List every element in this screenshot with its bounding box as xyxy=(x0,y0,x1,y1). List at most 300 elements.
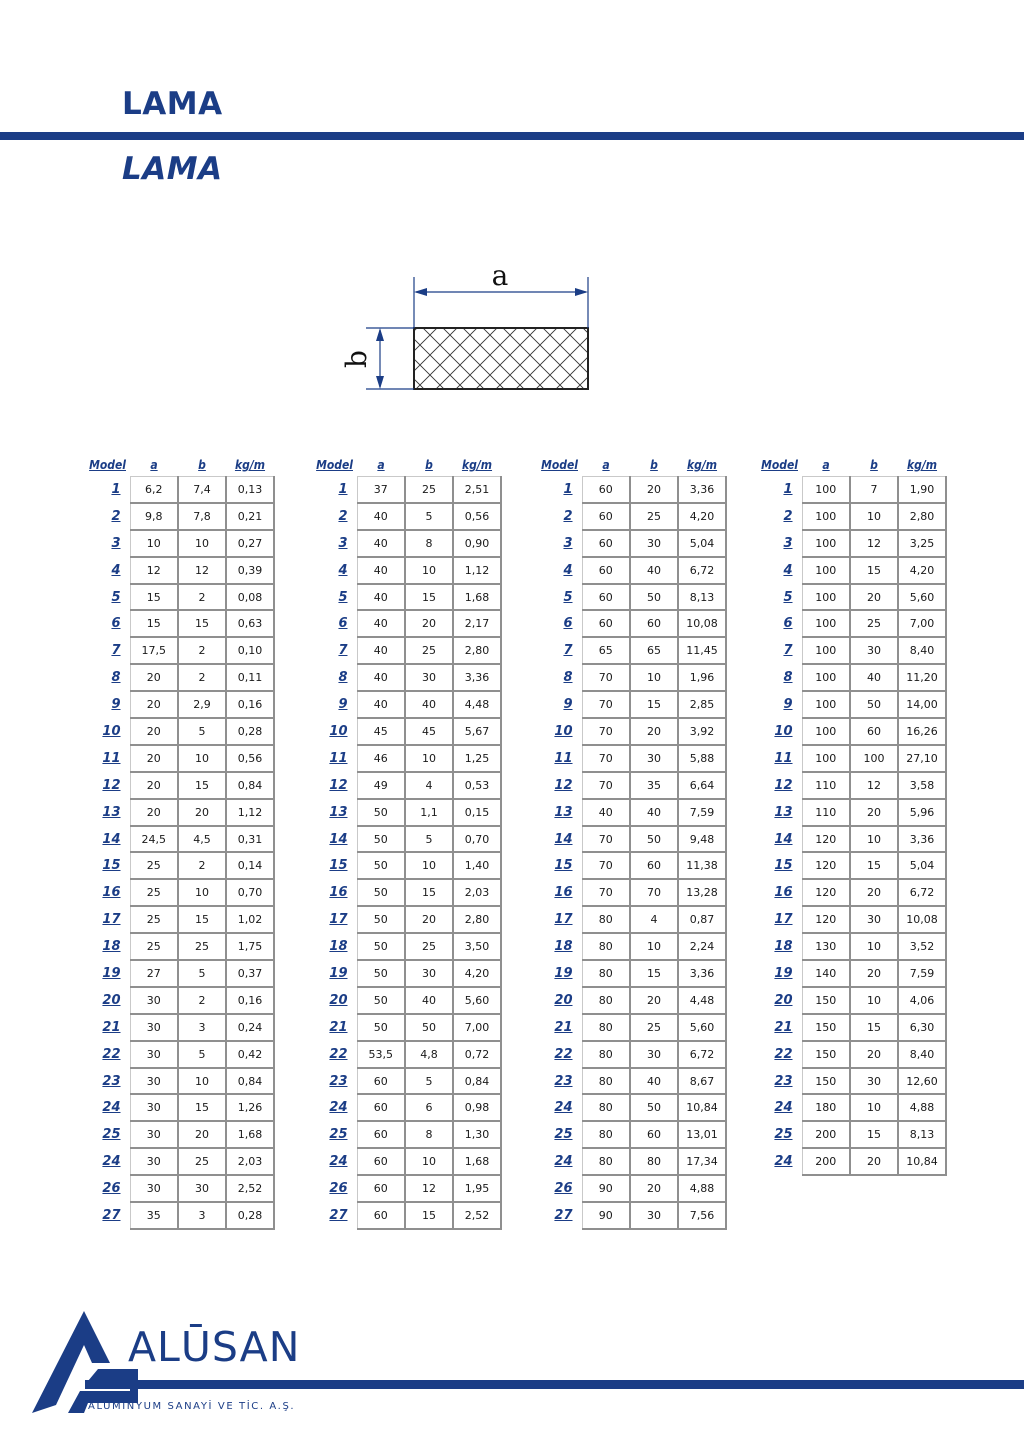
table-row xyxy=(540,1041,726,1068)
value-a: 15 xyxy=(130,584,178,611)
value-kg-per-m: 1,68 xyxy=(453,1148,501,1175)
model-number: 10 xyxy=(774,723,793,739)
model-number: 7 xyxy=(338,643,348,659)
value-kg-per-m: 7,59 xyxy=(898,960,946,987)
value-a: 200 xyxy=(802,1121,850,1148)
model-number: 23 xyxy=(554,1073,573,1089)
model-number: 21 xyxy=(554,1019,573,1035)
table-row xyxy=(315,772,501,799)
model-number: 17 xyxy=(329,912,348,928)
model-number: 17 xyxy=(774,912,793,928)
table-row xyxy=(88,1175,274,1202)
model-number: 1 xyxy=(111,482,121,498)
value-b: 10 xyxy=(630,933,678,960)
table-row xyxy=(315,637,501,664)
value-kg-per-m: 10,84 xyxy=(898,1148,946,1175)
model-number: 5 xyxy=(783,589,793,605)
value-kg-per-m: 10,84 xyxy=(678,1094,726,1121)
company-name: ALÜMİNYUM SANAYİ VE TİC. A.Ş. xyxy=(88,1401,296,1412)
value-b: 10 xyxy=(405,745,453,772)
value-a: 120 xyxy=(802,826,850,853)
value-a: 20 xyxy=(130,799,178,826)
model-number: 24 xyxy=(329,1100,348,1116)
table-row xyxy=(760,530,946,557)
column-header-model: Model xyxy=(761,458,798,473)
value-kg-per-m: 0,27 xyxy=(226,530,274,557)
model-number: 12 xyxy=(329,777,348,793)
model-number: 11 xyxy=(329,750,348,766)
table-row xyxy=(540,772,726,799)
value-b: 25 xyxy=(178,1148,226,1175)
value-kg-per-m: 1,26 xyxy=(226,1094,274,1121)
model-number: 24 xyxy=(554,1100,573,1116)
model-number: 3 xyxy=(563,535,573,551)
value-kg-per-m: 0,84 xyxy=(226,1068,274,1095)
value-b: 15 xyxy=(850,557,898,584)
value-b: 50 xyxy=(630,826,678,853)
value-a: 50 xyxy=(357,933,405,960)
value-a: 80 xyxy=(582,906,630,933)
table-row xyxy=(88,1148,274,1175)
value-b: 5 xyxy=(405,1068,453,1095)
value-kg-per-m: 17,34 xyxy=(678,1148,726,1175)
value-kg-per-m: 1,96 xyxy=(678,664,726,691)
value-b: 10 xyxy=(630,664,678,691)
table-row xyxy=(760,1014,946,1041)
value-b: 5 xyxy=(405,826,453,853)
value-b: 20 xyxy=(178,1121,226,1148)
model-number: 4 xyxy=(783,562,793,578)
table-row xyxy=(540,664,726,691)
value-kg-per-m: 1,68 xyxy=(453,584,501,611)
value-kg-per-m: 1,95 xyxy=(453,1175,501,1202)
value-kg-per-m: 27,10 xyxy=(898,745,946,772)
value-a: 50 xyxy=(357,879,405,906)
value-kg-per-m: 0,16 xyxy=(226,987,274,1014)
value-a: 30 xyxy=(130,1068,178,1095)
value-a: 70 xyxy=(582,772,630,799)
column-header-model: Model xyxy=(541,458,578,473)
table-row xyxy=(760,664,946,691)
table-row xyxy=(315,1175,501,1202)
dimension-table-3 xyxy=(540,454,727,1230)
value-a: 80 xyxy=(582,987,630,1014)
table-row xyxy=(760,772,946,799)
value-kg-per-m: 4,48 xyxy=(678,987,726,1014)
value-kg-per-m: 4,20 xyxy=(678,503,726,530)
model-number: 14 xyxy=(554,831,573,847)
value-a: 100 xyxy=(802,718,850,745)
value-b: 20 xyxy=(405,610,453,637)
value-a: 30 xyxy=(130,1094,178,1121)
value-kg-per-m: 0,08 xyxy=(226,584,274,611)
value-b: 30 xyxy=(850,906,898,933)
value-b: 2 xyxy=(178,584,226,611)
value-a: 100 xyxy=(802,584,850,611)
table-row xyxy=(315,530,501,557)
value-a: 60 xyxy=(582,503,630,530)
model-number: 12 xyxy=(554,777,573,793)
table-row xyxy=(88,637,274,664)
model-number: 24 xyxy=(774,1154,793,1170)
column-header-model: Model xyxy=(316,458,353,473)
value-kg-per-m: 0,56 xyxy=(453,503,501,530)
value-b: 30 xyxy=(630,1202,678,1229)
value-a: 200 xyxy=(802,1148,850,1175)
model-number: 3 xyxy=(338,535,348,551)
value-b: 15 xyxy=(405,584,453,611)
model-number: 5 xyxy=(338,589,348,605)
value-kg-per-m: 0,11 xyxy=(226,664,274,691)
value-kg-per-m: 0,24 xyxy=(226,1014,274,1041)
table-row xyxy=(540,610,726,637)
table-row xyxy=(540,826,726,853)
table-row xyxy=(540,584,726,611)
value-a: 30 xyxy=(130,987,178,1014)
model-number: 16 xyxy=(774,885,793,901)
value-a: 100 xyxy=(802,637,850,664)
value-b: 10 xyxy=(178,879,226,906)
table-row xyxy=(760,960,946,987)
value-b: 8 xyxy=(405,530,453,557)
value-kg-per-m: 3,36 xyxy=(898,826,946,853)
table-row xyxy=(315,1148,501,1175)
table-row xyxy=(315,826,501,853)
value-b: 5 xyxy=(178,1041,226,1068)
value-a: 60 xyxy=(582,610,630,637)
model-number: 23 xyxy=(102,1073,121,1089)
value-kg-per-m: 1,02 xyxy=(226,906,274,933)
value-b: 60 xyxy=(850,718,898,745)
header-divider-bar xyxy=(0,132,1024,140)
page-subtitle: LAMA xyxy=(122,151,223,187)
model-number: 24 xyxy=(329,1154,348,1170)
value-kg-per-m: 0,72 xyxy=(453,1041,501,1068)
value-a: 60 xyxy=(357,1175,405,1202)
value-b: 12 xyxy=(178,557,226,584)
table-row xyxy=(315,664,501,691)
table-row xyxy=(88,987,274,1014)
value-b: 30 xyxy=(630,745,678,772)
value-kg-per-m: 3,92 xyxy=(678,718,726,745)
value-kg-per-m: 2,17 xyxy=(453,610,501,637)
model-number: 13 xyxy=(554,804,573,820)
value-kg-per-m: 6,30 xyxy=(898,1014,946,1041)
table-row xyxy=(540,557,726,584)
table-row xyxy=(88,1202,274,1229)
value-b: 70 xyxy=(630,879,678,906)
table-row xyxy=(88,1068,274,1095)
value-kg-per-m: 2,80 xyxy=(898,503,946,530)
table-row xyxy=(760,477,946,503)
model-number: 4 xyxy=(563,562,573,578)
column-header-a: a xyxy=(150,458,158,472)
value-a: 60 xyxy=(357,1094,405,1121)
table-row xyxy=(540,960,726,987)
model-number: 24 xyxy=(102,1100,121,1116)
table-row xyxy=(315,852,501,879)
table-row xyxy=(315,477,501,503)
model-number: 15 xyxy=(554,858,573,874)
value-a: 50 xyxy=(357,960,405,987)
table-row xyxy=(760,584,946,611)
value-b: 10 xyxy=(850,826,898,853)
model-number: 11 xyxy=(774,750,793,766)
value-a: 70 xyxy=(582,852,630,879)
model-number: 3 xyxy=(111,535,121,551)
table-row xyxy=(315,557,501,584)
value-a: 100 xyxy=(802,503,850,530)
value-a: 140 xyxy=(802,960,850,987)
table-row xyxy=(760,1148,946,1175)
table-row xyxy=(760,987,946,1014)
model-number: 24 xyxy=(554,1154,573,1170)
value-b: 2 xyxy=(178,664,226,691)
table-row xyxy=(540,1202,726,1229)
value-a: 37 xyxy=(357,477,405,503)
table-row xyxy=(88,1121,274,1148)
value-kg-per-m: 2,80 xyxy=(453,637,501,664)
table-row xyxy=(88,826,274,853)
value-b: 5 xyxy=(178,960,226,987)
column-header-b: b xyxy=(425,458,433,472)
table-row xyxy=(315,879,501,906)
value-a: 60 xyxy=(357,1121,405,1148)
value-a: 30 xyxy=(130,1121,178,1148)
table-row xyxy=(540,1175,726,1202)
value-kg-per-m: 2,24 xyxy=(678,933,726,960)
value-kg-per-m: 2,52 xyxy=(226,1175,274,1202)
value-a: 27 xyxy=(130,960,178,987)
value-a: 45 xyxy=(357,718,405,745)
table-row xyxy=(540,1094,726,1121)
value-kg-per-m: 5,60 xyxy=(898,584,946,611)
value-a: 40 xyxy=(357,691,405,718)
value-a: 40 xyxy=(357,557,405,584)
value-b: 20 xyxy=(850,1041,898,1068)
model-number: 26 xyxy=(102,1181,121,1197)
model-number: 14 xyxy=(329,831,348,847)
value-b: 6 xyxy=(405,1094,453,1121)
model-number: 18 xyxy=(329,939,348,955)
model-number: 25 xyxy=(329,1127,348,1143)
dimension-table-1 xyxy=(88,454,275,1230)
value-kg-per-m: 8,13 xyxy=(898,1121,946,1148)
value-a: 20 xyxy=(130,718,178,745)
value-a: 50 xyxy=(357,799,405,826)
model-number: 27 xyxy=(554,1207,573,1223)
column-header-kg: kg/m xyxy=(461,458,493,472)
model-number: 1 xyxy=(783,482,793,498)
value-kg-per-m: 0,84 xyxy=(226,772,274,799)
value-kg-per-m: 0,56 xyxy=(226,745,274,772)
value-b: 25 xyxy=(405,477,453,503)
value-kg-per-m: 11,20 xyxy=(898,664,946,691)
value-b: 15 xyxy=(178,906,226,933)
value-a: 25 xyxy=(130,879,178,906)
value-kg-per-m: 1,75 xyxy=(226,933,274,960)
value-kg-per-m: 6,72 xyxy=(898,879,946,906)
value-b: 25 xyxy=(178,933,226,960)
value-kg-per-m: 8,40 xyxy=(898,637,946,664)
model-number: 20 xyxy=(102,992,121,1008)
value-b: 5 xyxy=(178,718,226,745)
table-row xyxy=(760,1094,946,1121)
model-number: 6 xyxy=(111,616,121,632)
table-row xyxy=(88,933,274,960)
column-header-a: a xyxy=(377,458,385,472)
value-a: 80 xyxy=(582,1094,630,1121)
value-kg-per-m: 0,42 xyxy=(226,1041,274,1068)
table-row xyxy=(540,906,726,933)
value-b: 25 xyxy=(630,503,678,530)
value-a: 25 xyxy=(130,933,178,960)
model-number: 22 xyxy=(102,1046,121,1062)
footer-divider-bar xyxy=(85,1380,1024,1389)
value-kg-per-m: 3,36 xyxy=(678,960,726,987)
value-a: 80 xyxy=(582,1148,630,1175)
model-number: 13 xyxy=(774,804,793,820)
table-row xyxy=(88,799,274,826)
table-row xyxy=(760,906,946,933)
value-kg-per-m: 8,67 xyxy=(678,1068,726,1095)
table-row xyxy=(315,933,501,960)
value-b: 60 xyxy=(630,852,678,879)
table-row xyxy=(315,610,501,637)
model-number: 20 xyxy=(329,992,348,1008)
value-kg-per-m: 9,48 xyxy=(678,826,726,853)
value-b: 10 xyxy=(850,1094,898,1121)
table-row xyxy=(540,1121,726,1148)
value-a: 15 xyxy=(130,610,178,637)
value-a: 10 xyxy=(130,530,178,557)
model-number: 24 xyxy=(774,1100,793,1116)
value-b: 40 xyxy=(405,987,453,1014)
value-a: 60 xyxy=(582,584,630,611)
value-a: 120 xyxy=(802,906,850,933)
value-kg-per-m: 0,21 xyxy=(226,503,274,530)
table-row xyxy=(760,879,946,906)
value-a: 110 xyxy=(802,799,850,826)
table-row xyxy=(315,584,501,611)
value-kg-per-m: 6,64 xyxy=(678,772,726,799)
value-kg-per-m: 7,00 xyxy=(898,610,946,637)
model-number: 21 xyxy=(102,1019,121,1035)
model-number: 25 xyxy=(554,1127,573,1143)
value-b: 40 xyxy=(850,664,898,691)
column-header-kg: kg/m xyxy=(906,458,938,472)
value-a: 49 xyxy=(357,772,405,799)
value-a: 20 xyxy=(130,745,178,772)
value-kg-per-m: 2,03 xyxy=(453,879,501,906)
value-b: 65 xyxy=(630,637,678,664)
column-header-a: a xyxy=(602,458,610,472)
table-row xyxy=(88,718,274,745)
value-b: 45 xyxy=(405,718,453,745)
value-kg-per-m: 2,52 xyxy=(453,1202,501,1229)
value-kg-per-m: 5,88 xyxy=(678,745,726,772)
table-header-row xyxy=(88,454,274,477)
model-number: 5 xyxy=(111,589,121,605)
value-a: 100 xyxy=(802,691,850,718)
model-number: 14 xyxy=(102,831,121,847)
model-number: 12 xyxy=(102,777,121,793)
value-b: 2 xyxy=(178,987,226,1014)
value-kg-per-m: 5,60 xyxy=(678,1014,726,1041)
value-a: 25 xyxy=(130,906,178,933)
value-a: 60 xyxy=(357,1068,405,1095)
value-b: 20 xyxy=(630,987,678,1014)
value-b: 12 xyxy=(850,772,898,799)
value-b: 25 xyxy=(405,637,453,664)
model-number: 15 xyxy=(329,858,348,874)
value-a: 50 xyxy=(357,826,405,853)
model-number: 19 xyxy=(102,965,121,981)
column-header-b: b xyxy=(870,458,878,472)
model-number: 23 xyxy=(329,1073,348,1089)
table-row xyxy=(315,1068,501,1095)
model-number: 9 xyxy=(111,697,121,713)
value-b: 15 xyxy=(405,1202,453,1229)
value-a: 70 xyxy=(582,745,630,772)
table-row xyxy=(540,718,726,745)
value-kg-per-m: 13,28 xyxy=(678,879,726,906)
value-kg-per-m: 6,72 xyxy=(678,1041,726,1068)
value-a: 180 xyxy=(802,1094,850,1121)
value-b: 10 xyxy=(405,1148,453,1175)
model-number: 6 xyxy=(563,616,573,632)
value-b: 25 xyxy=(850,610,898,637)
table-row xyxy=(315,718,501,745)
table-row xyxy=(540,637,726,664)
value-a: 50 xyxy=(357,1014,405,1041)
profile-diagram xyxy=(330,255,610,415)
table-row xyxy=(88,664,274,691)
model-number: 17 xyxy=(554,912,573,928)
value-kg-per-m: 10,08 xyxy=(898,906,946,933)
value-b: 40 xyxy=(630,1068,678,1095)
value-a: 80 xyxy=(582,960,630,987)
value-a: 90 xyxy=(582,1202,630,1229)
value-b: 40 xyxy=(630,557,678,584)
model-number: 5 xyxy=(563,589,573,605)
value-b: 20 xyxy=(630,477,678,503)
value-b: 4 xyxy=(630,906,678,933)
value-kg-per-m: 0,70 xyxy=(226,879,274,906)
value-kg-per-m: 8,13 xyxy=(678,584,726,611)
value-b: 15 xyxy=(850,1014,898,1041)
value-kg-per-m: 0,37 xyxy=(226,960,274,987)
model-number: 9 xyxy=(563,697,573,713)
value-a: 30 xyxy=(130,1014,178,1041)
value-kg-per-m: 3,58 xyxy=(898,772,946,799)
brand-name: ALŪSAN xyxy=(128,1323,301,1371)
table-row xyxy=(88,503,274,530)
value-a: 120 xyxy=(802,879,850,906)
value-kg-per-m: 0,14 xyxy=(226,852,274,879)
value-a: 12 xyxy=(130,557,178,584)
value-a: 40 xyxy=(357,637,405,664)
model-number: 11 xyxy=(554,750,573,766)
value-b: 30 xyxy=(405,664,453,691)
model-number: 4 xyxy=(338,562,348,578)
table-row xyxy=(88,1014,274,1041)
table-row xyxy=(540,879,726,906)
value-b: 15 xyxy=(405,879,453,906)
table-row xyxy=(315,1014,501,1041)
table-row xyxy=(540,1014,726,1041)
value-b: 10 xyxy=(405,852,453,879)
